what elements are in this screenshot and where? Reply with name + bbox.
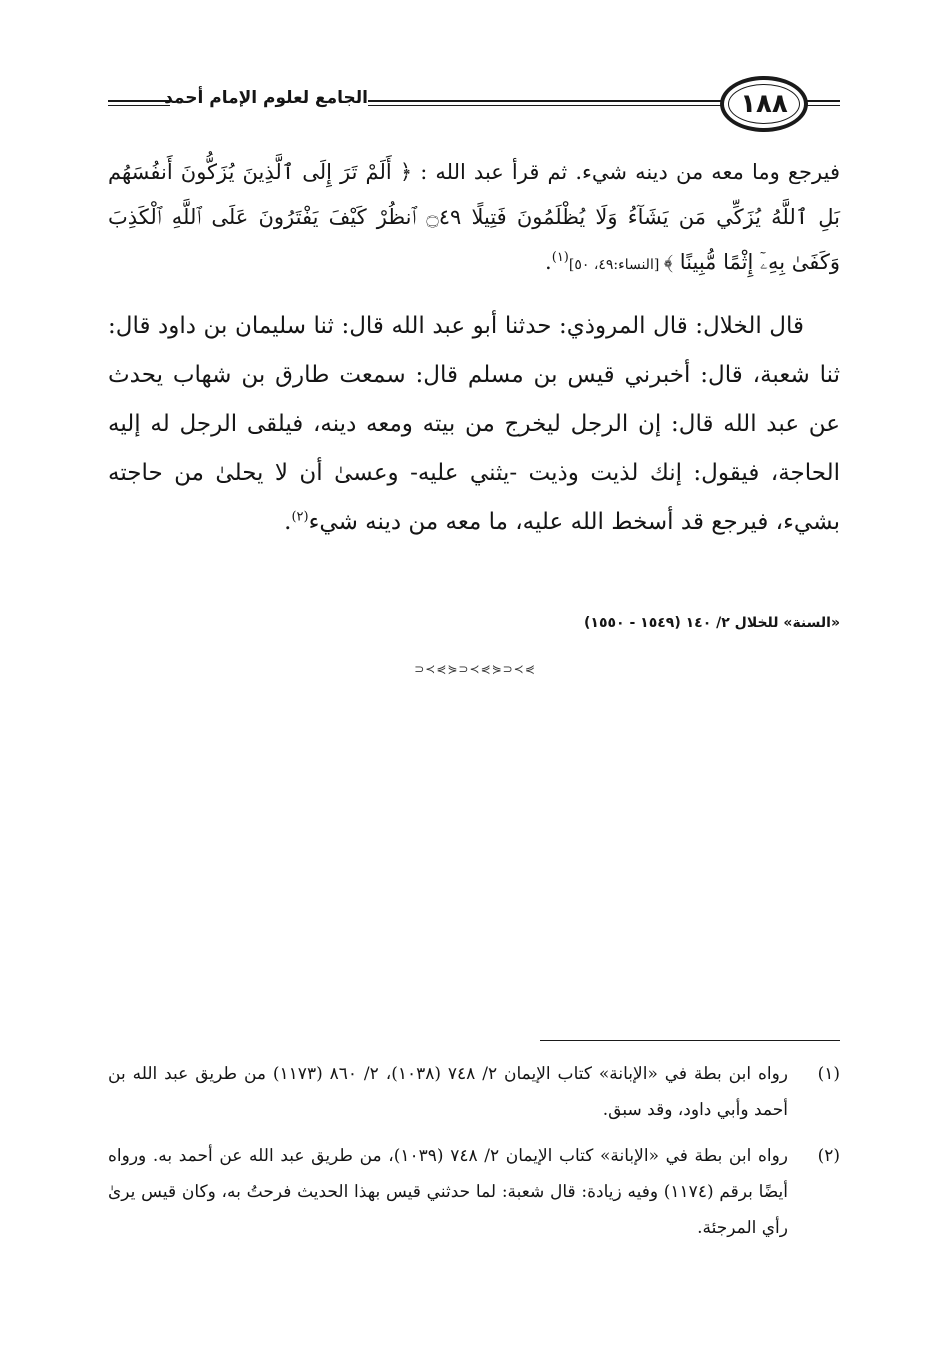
header-rule-right: [808, 100, 840, 102]
header-rule-left: [108, 100, 170, 102]
header-rule-left-thin: [108, 105, 170, 106]
paragraph-2: [108, 302, 840, 547]
paragraph-1-end: .: [545, 250, 552, 274]
footnote-1: [108, 1056, 840, 1128]
footnote-number: (١): [817, 1064, 840, 1084]
footnote-number: (٢): [817, 1146, 840, 1166]
page-number-badge: [720, 76, 808, 132]
header-rule-right-thin: [808, 105, 840, 106]
running-title: الجامع لعلوم الإمام أحمد: [164, 88, 368, 108]
paragraph-1-text: فيرجع وما معه من دينه شيء. ثم قرأ عبد الله :: [412, 160, 841, 184]
footnote-text: رواه ابن بطة في «الإبانة» كتاب الإيمان ٢/ ٧٤٨ (١٠٣٩)، من طريق عبد الله عن أحمد به. ورواه أيضًا برقم (١١٧٤) وفيه زيادة: قال شعبة: لما حدثني قيس بهذا الحديث فرحتُ به، وكان قيس يرىٰ رأي المرجئة.: [108, 1146, 789, 1238]
verse-citation: [النساء:٤٩، ٥٠]: [568, 257, 664, 273]
quran-verse: ﴿ أَلَمْ تَرَ إِلَى ٱلَّذِينَ يُزَكُّونَ أَنفُسَهُم بَلِ ٱللَّهُ يُزَكِّي مَن يَشَآءُ وَلَا يُظْلَمُونَ فَتِيلًا ۝٤٩ ٱنظُرْ كَيْفَ يَفْتَرُونَ عَلَى ٱللَّهِ ٱلْكَذِبَ وَكَفَىٰ بِهِۦٓ إِثْمًا مُّبِينًا ﴾: [108, 160, 840, 274]
page-header: [108, 74, 840, 138]
main-text: [108, 150, 840, 547]
paragraph-1: [108, 150, 840, 288]
footnote-separator: [540, 1040, 840, 1041]
footnote-text: رواه ابن بطة في «الإبانة» كتاب الإيمان ٢/ ٧٤٨ (١٠٣٨)، ٢/ ٨٦٠ (١١٧٣) من طريق عبد الله بن أحمد وأبي داود، وقد سبق.: [108, 1064, 788, 1120]
ornament-divider: ⊃≺⋞⋟⊃≺⋞⋟⊃≺⋞: [414, 662, 536, 676]
page-number: ١٨٨: [740, 89, 788, 119]
footnote-ref-2[interactable]: (٢): [291, 509, 309, 525]
footnote-2: [108, 1138, 840, 1246]
paragraph-2-text: قال الخلال: قال المروذي: حدثنا أبو عبد الله قال: ثنا سليمان بن داود قال: ثنا شعبة، قال: أخبرني قيس بن مسلم قال: سمعت طارق بن شهاب يحدث عن عبد الله قال: إن الرجل ليخرج من بيته ومعه دينه، فيلقى الرجل له إليه الحاجة، فيقول: إنك لذيت وذيت -يثني عليه- وعسىٰ أن لا يحلىٰ من حاجته بشيء، فيرجع قد أسخط الله عليه، ما معه من دينه شيء: [108, 313, 840, 535]
footnotes: [108, 1056, 840, 1256]
footnote-ref-1[interactable]: (١): [551, 250, 569, 265]
source-reference: «السنة» للخلال ٢/ ١٤٠ (١٥٤٩ - ١٥٥٠): [584, 615, 840, 631]
page-number-inner-ring: [728, 84, 800, 124]
paragraph-2-end: .: [284, 509, 292, 535]
